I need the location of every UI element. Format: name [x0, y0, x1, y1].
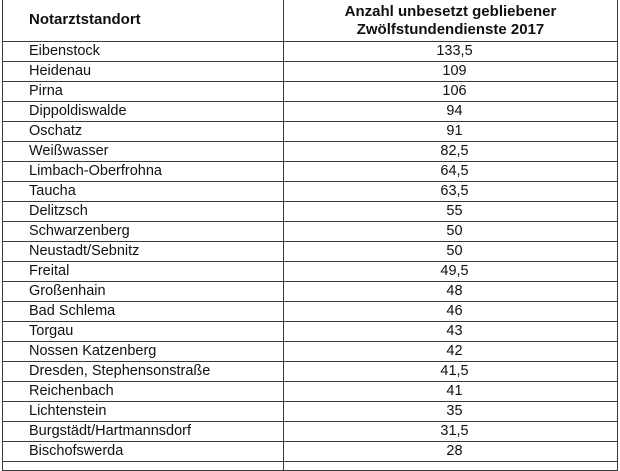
location-cell: Nossen Katzenberg	[3, 342, 284, 362]
count-cell: 41,5	[284, 362, 618, 382]
count-cell: 55	[284, 202, 618, 222]
count-cell: 28	[284, 442, 618, 462]
table-row	[3, 382, 618, 402]
location-cell: Torgau	[3, 322, 284, 342]
table-row	[3, 342, 618, 362]
table-row	[3, 442, 618, 462]
emergency-doctor-shifts-table	[2, 0, 618, 471]
table-row	[3, 122, 618, 142]
table-row	[3, 202, 618, 222]
location-cell: Freital	[3, 262, 284, 282]
count-cell: 91	[284, 122, 618, 142]
count-cell: 46	[284, 302, 618, 322]
table-body	[3, 42, 618, 471]
count-cell: 133,5	[284, 42, 618, 62]
count-cell: 82,5	[284, 142, 618, 162]
table-row	[3, 162, 618, 182]
table-row	[3, 262, 618, 282]
table-row	[3, 302, 618, 322]
location-cell: Dresden, Stephensonstraße	[3, 362, 284, 382]
table-row-cutoff	[3, 462, 618, 471]
location-cell: Eibenstock	[3, 42, 284, 62]
table-row	[3, 242, 618, 262]
header-count-line1: Anzahl unbesetzt gebliebener	[344, 3, 557, 20]
count-cell: 49,5	[284, 262, 618, 282]
location-cell: Lichtenstein	[3, 402, 284, 422]
empty-cell	[284, 462, 618, 471]
count-cell: 31,5	[284, 422, 618, 442]
location-cell: Heidenau	[3, 62, 284, 82]
header-row	[3, 0, 618, 42]
table-row	[3, 182, 618, 202]
table-row	[3, 102, 618, 122]
count-cell: 109	[284, 62, 618, 82]
data-table-container	[2, 0, 617, 471]
location-cell: Reichenbach	[3, 382, 284, 402]
location-cell: Pirna	[3, 82, 284, 102]
table-row	[3, 322, 618, 342]
count-cell: 42	[284, 342, 618, 362]
location-cell: Neustadt/Sebnitz	[3, 242, 284, 262]
location-cell: Oschatz	[3, 122, 284, 142]
count-cell: 41	[284, 382, 618, 402]
location-cell: Bischofswerda	[3, 442, 284, 462]
table-row	[3, 282, 618, 302]
table-row	[3, 222, 618, 242]
count-cell: 106	[284, 82, 618, 102]
table-row	[3, 82, 618, 102]
table-row	[3, 62, 618, 82]
table-row	[3, 402, 618, 422]
header-count	[284, 0, 618, 42]
location-cell: Schwarzenberg	[3, 222, 284, 242]
location-cell: Delitzsch	[3, 202, 284, 222]
location-cell: Großenhain	[3, 282, 284, 302]
location-cell: Dippoldiswalde	[3, 102, 284, 122]
location-cell: Limbach-Oberfrohna	[3, 162, 284, 182]
location-cell: Taucha	[3, 182, 284, 202]
header-location: Notarztstandort	[3, 0, 284, 42]
table-row	[3, 42, 618, 62]
table-row	[3, 422, 618, 442]
location-cell: Bad Schlema	[3, 302, 284, 322]
count-cell: 50	[284, 242, 618, 262]
location-cell: Burgstädt/Hartmannsdorf	[3, 422, 284, 442]
location-cell: Weißwasser	[3, 142, 284, 162]
count-cell: 64,5	[284, 162, 618, 182]
empty-cell	[3, 462, 284, 471]
count-cell: 48	[284, 282, 618, 302]
count-cell: 94	[284, 102, 618, 122]
count-cell: 63,5	[284, 182, 618, 202]
count-cell: 50	[284, 222, 618, 242]
count-cell: 43	[284, 322, 618, 342]
count-cell: 35	[284, 402, 618, 422]
table-row	[3, 362, 618, 382]
table-row	[3, 142, 618, 162]
header-count-line2: Zwölfstundendienste 2017	[356, 21, 545, 38]
